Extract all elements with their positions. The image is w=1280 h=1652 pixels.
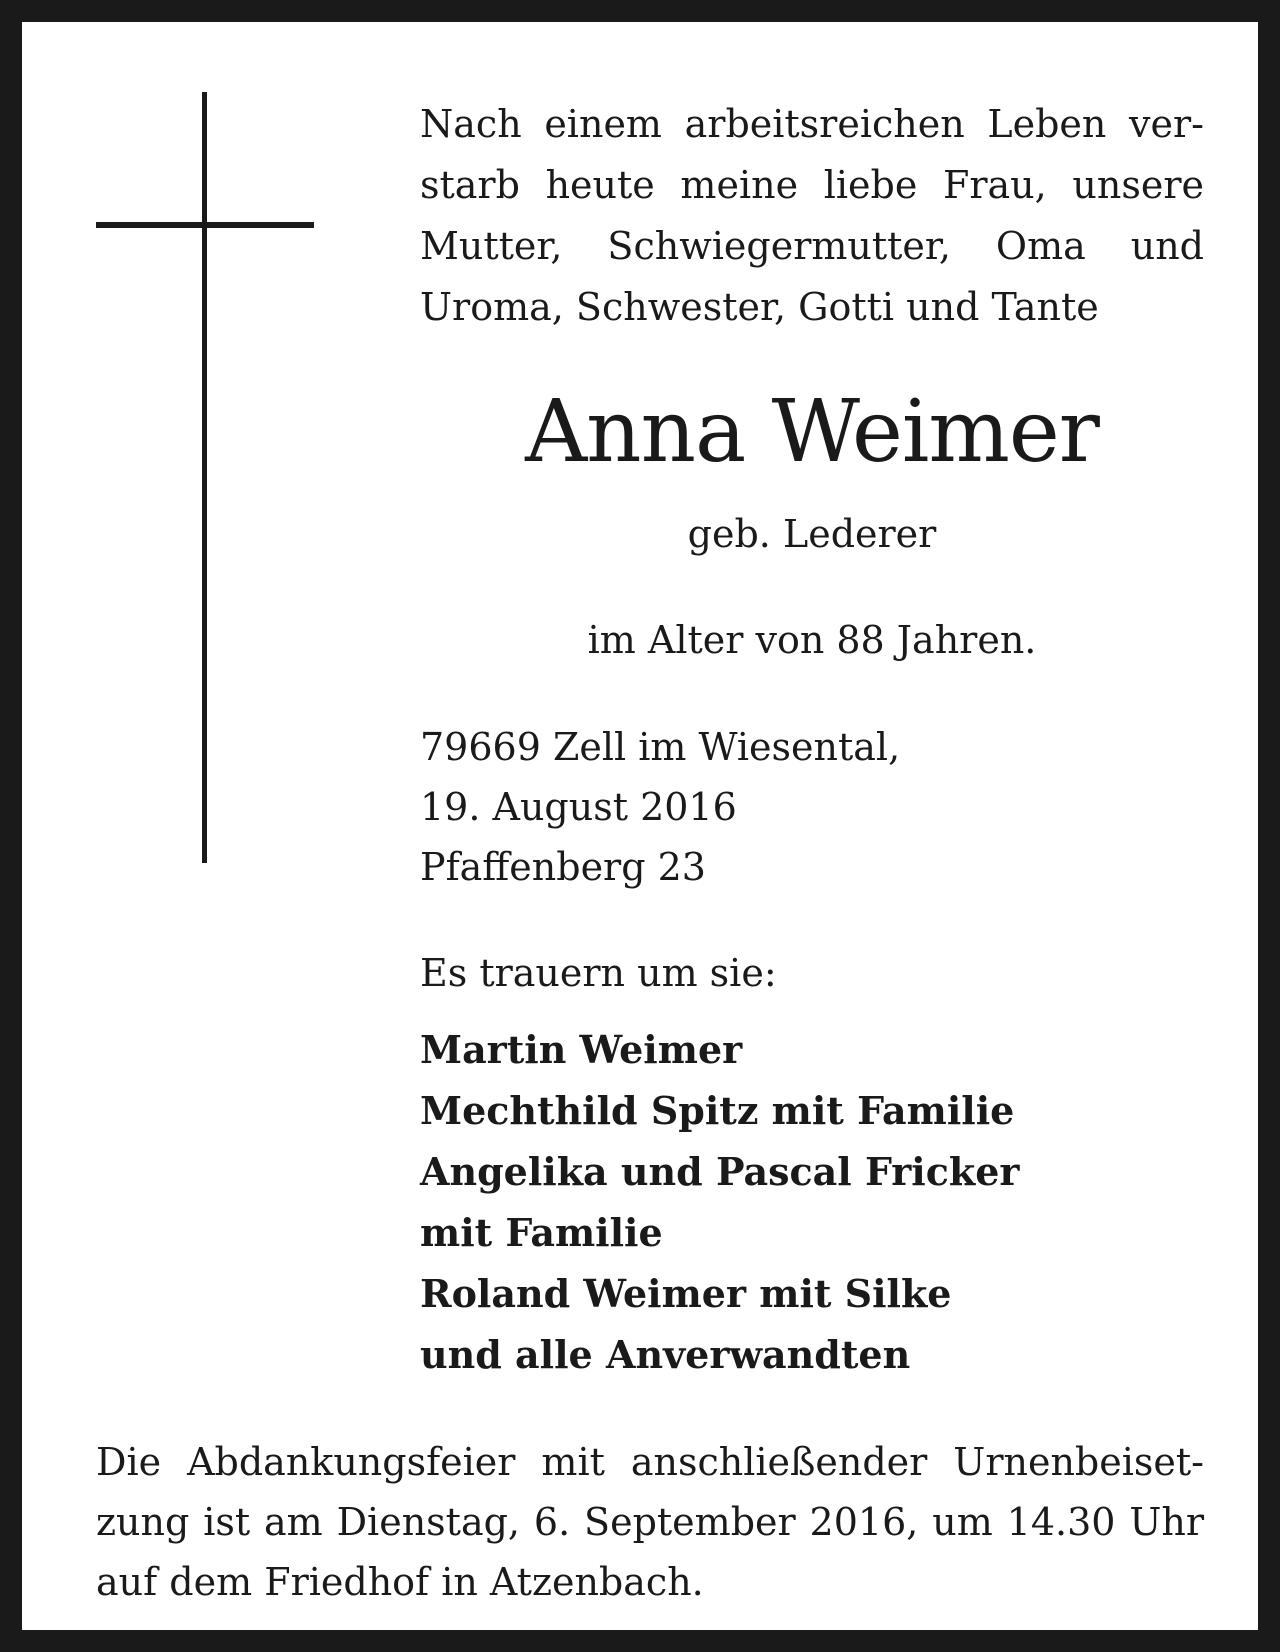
cross-horizontal-bar — [96, 222, 314, 228]
mourners-list — [420, 1019, 1204, 1385]
intro-paragraph — [420, 94, 1204, 338]
mourner-entry: Martin Weimer — [420, 1027, 743, 1072]
mourner-entry: mit Familie — [420, 1210, 663, 1255]
maiden-name: geb. Lederer — [687, 512, 937, 556]
cross-vertical-bar — [202, 92, 207, 863]
address-line: 79669 Zell im Wiesental, — [420, 725, 901, 769]
intro-line: starb heute meine liebe Frau, unsere — [420, 163, 1204, 207]
mourner-entry: und alle Anverwandten — [420, 1332, 911, 1377]
intro-line: Uroma, Schwester, Gotti und Tante — [420, 285, 1099, 329]
age-text: im Alter von 88 Jahren. — [587, 618, 1037, 662]
mourner-entry: Roland Weimer mit Silke — [420, 1271, 952, 1316]
mourner-entry: Mechthild Spitz mit Familie — [420, 1088, 1015, 1133]
address-line: Pfaffenberg 23 — [420, 845, 706, 889]
mourners-intro: Es trauern um sie: — [420, 951, 777, 995]
ceremony-line: Die Abdankungsfeier mit anschließender Urnenbeiset- — [96, 1440, 1204, 1484]
address-block — [420, 717, 1204, 897]
mourner-entry: Angelika und Pascal Fricker — [420, 1149, 1020, 1194]
intro-line: Nach einem arbeitsreichen Leben ver- — [420, 102, 1204, 146]
intro-line: Mutter, Schwiegermutter, Oma und — [420, 224, 1204, 268]
address-line: 19. August 2016 — [420, 785, 737, 829]
ceremony-line: auf dem Friedhof in Atzenbach. — [96, 1560, 704, 1604]
deceased-name: Anna Weimer — [525, 382, 1099, 482]
ceremony-paragraph — [96, 1432, 1204, 1612]
ceremony-line: zung ist am Dienstag, 6. September 2016, um 14.30 Uhr — [96, 1500, 1204, 1544]
